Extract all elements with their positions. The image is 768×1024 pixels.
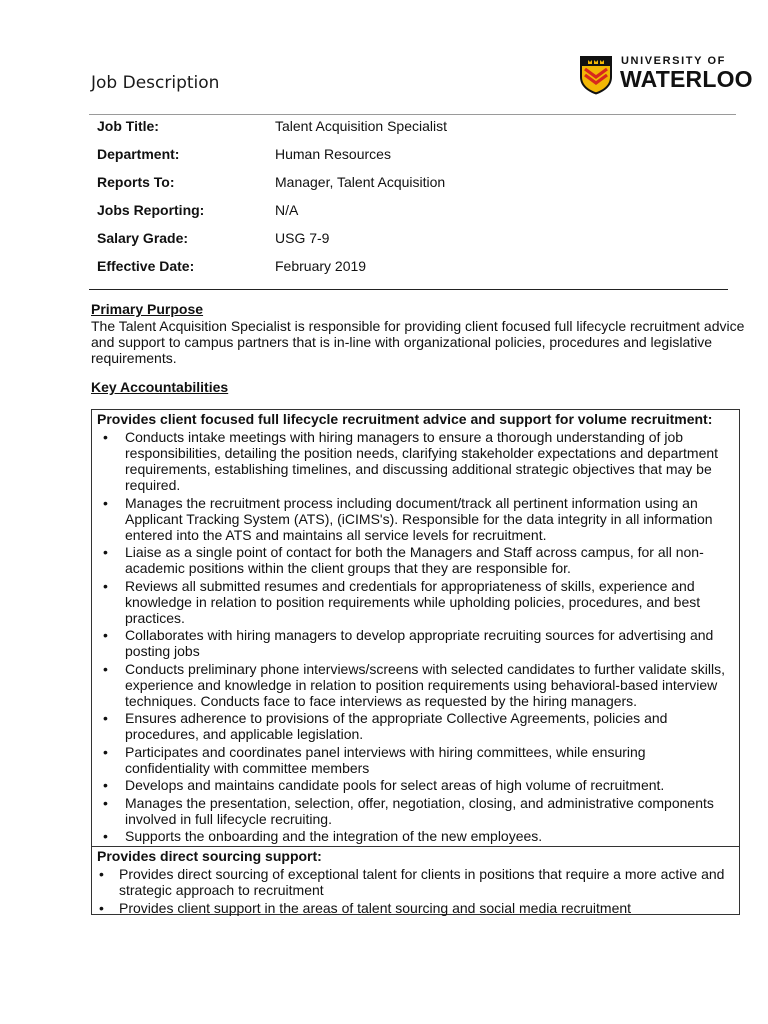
- header-divider: [89, 114, 736, 115]
- list-item: • Conducts preliminary phone interviews/screens with selected candidates to further validate skills, experience and knowledge in relation to position requirements using behavioral-based interview techniques. Conducts face to face interviews as requested by the hiring managers.: [97, 661, 727, 709]
- key-accountabilities-heading: Key Accountabilities: [91, 379, 229, 395]
- meta-label: Reports To:: [97, 174, 175, 190]
- meta-label: Department:: [97, 146, 180, 162]
- accountabilities-row-divider: [91, 846, 740, 847]
- list-item: • Participates and coordinates panel interviews with hiring committees, while ensuring confidentiality with committee members: [97, 744, 727, 776]
- meta-value: N/A: [275, 202, 299, 218]
- meta-label: Job Title:: [97, 118, 159, 134]
- meta-value: Manager, Talent Acquisition: [275, 174, 446, 190]
- list-item: • Develops and maintains candidate pools for select areas of high volume of recruitment.: [97, 777, 727, 793]
- list-item: • Manages the presentation, selection, offer, negotiation, closing, and administrative components involved in full lifecycle recruiting.: [97, 795, 727, 827]
- meta-divider: [89, 289, 728, 290]
- volume-recruitment-list: [97, 429, 727, 846]
- primary-purpose-text: The Talent Acquisition Specialist is responsible for providing client focused full lifecycle recruitment advice and support to campus partners that is in-line with organizational policies, procedures and legislative requirements.: [91, 318, 745, 366]
- primary-purpose-heading: Primary Purpose: [91, 301, 204, 317]
- meta-value: Talent Acquisition Specialist: [275, 118, 447, 134]
- list-item: • Provides direct sourcing of exceptional talent for clients in positions that require a more active and strategic approach to recruitment: [91, 866, 731, 898]
- crest-icon: [579, 55, 613, 95]
- list-item: • Ensures adherence to provisions of the appropriate Collective Agreements, policies and procedures, and applicable legislation.: [97, 710, 727, 742]
- direct-sourcing-list: [91, 866, 731, 917]
- list-item: • Manages the recruitment process including document/track all pertinent information using an Applicant Tracking System (ATS), (iCIMS's). Responsible for the data integrity in all information entered into the ATS and maintains all service levels for recruitment.: [97, 495, 727, 543]
- list-item: • Collaborates with hiring managers to develop appropriate recruiting sources for advertising and posting jobs: [97, 627, 727, 659]
- list-item: • Conducts intake meetings with hiring managers to ensure a thorough understanding of job responsibilities, detailing the position needs, clarifying stakeholder expectations and department requirements, establishing timelines, and discussing additional strategic objectives that may be required.: [97, 429, 727, 493]
- meta-label: Jobs Reporting:: [97, 202, 205, 218]
- logo-waterloo-text: WATERLOO: [620, 66, 753, 92]
- university-logo: [579, 55, 753, 97]
- list-item: • Provides client support in the areas of talent sourcing and social media recruitment: [91, 900, 731, 916]
- section-title-direct-sourcing: Provides direct sourcing support:: [97, 848, 322, 864]
- section-title-volume-recruitment: Provides client focused full lifecycle recruitment advice and support for volume recruitment:: [97, 411, 713, 427]
- meta-value: Human Resources: [275, 146, 391, 162]
- meta-value: USG 7-9: [275, 230, 330, 246]
- list-item: • Reviews all submitted resumes and credentials for appropriateness of skills, experience and knowledge in relation to position requirements while upholding policies, procedures, and best practices.: [97, 578, 727, 626]
- document-title: Job Description: [91, 73, 220, 93]
- logo-university-text: UNIVERSITY OF: [621, 55, 726, 67]
- meta-label: Effective Date:: [97, 258, 195, 274]
- meta-label: Salary Grade:: [97, 230, 189, 246]
- list-item: • Liaise as a single point of contact for both the Managers and Staff across campus, for all non-academic positions within the client groups that they are responsible for.: [97, 544, 727, 576]
- meta-value: February 2019: [275, 258, 367, 274]
- list-item: • Supports the onboarding and the integration of the new employees.: [97, 828, 727, 844]
